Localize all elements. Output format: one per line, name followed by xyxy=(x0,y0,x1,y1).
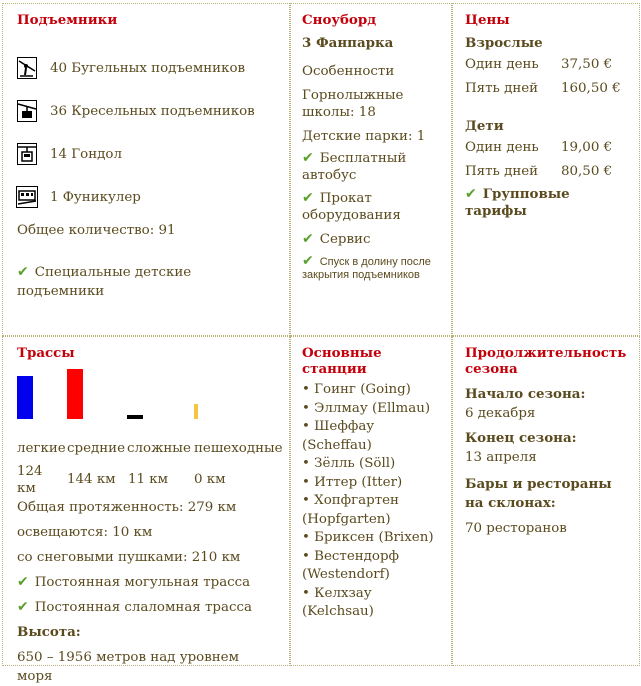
slalom-slope xyxy=(17,598,275,617)
children-title: Дети xyxy=(465,118,504,134)
funicular-icon xyxy=(17,186,37,208)
valley-descent xyxy=(302,255,445,282)
checkmark-icon: ✔ xyxy=(17,599,29,615)
station-item: • Бриксен (Brixen) xyxy=(302,530,434,545)
price-label: Пять дней xyxy=(465,81,539,96)
bars-count: 70 ресторанов xyxy=(465,521,567,536)
snowboard-cell xyxy=(290,3,452,336)
slope-bar xyxy=(17,376,33,419)
slope-km-label: 144 км xyxy=(67,472,116,487)
price-value: 160,50 € xyxy=(561,81,621,96)
slope-km xyxy=(17,463,275,497)
lift-row-drag xyxy=(17,55,275,81)
valley-descent-text: Спуск в долину после закрытия подъемников xyxy=(302,256,431,281)
kids-parks: Детские парки: 1 xyxy=(302,129,426,144)
station-item: • Келхзау (Kelchsau) xyxy=(302,585,374,619)
price-row xyxy=(465,160,625,184)
station-item: • Хопфгартен (Hopfgarten) xyxy=(302,493,399,527)
station-list xyxy=(302,381,445,622)
station-item: • Зёлль (Söll) xyxy=(302,456,396,471)
slopes-total: Общая протяженность: 279 км xyxy=(17,500,237,515)
slopes-snowmaking: со снеговыми пушками: 210 км xyxy=(17,550,241,565)
mogul-slope xyxy=(17,573,275,592)
free-bus xyxy=(302,150,445,184)
slope-km-label: 124 км xyxy=(17,464,43,496)
features: Особенности xyxy=(302,64,395,79)
rental xyxy=(302,190,445,224)
height-title: Высота: xyxy=(17,624,81,640)
slope-legend xyxy=(17,441,283,463)
price-label: Один день xyxy=(465,140,539,155)
checkmark-icon: ✔ xyxy=(302,231,314,247)
lift-row-funicular xyxy=(17,184,275,210)
station-item: • Вестендорф (Westendorf) xyxy=(302,548,400,582)
bars-title: Бары и рестораны на склонах: xyxy=(465,476,612,511)
slope-bar xyxy=(194,404,198,419)
lift-text: 36 Кресельных подъемников xyxy=(50,103,255,119)
funparks: 3 Фанпарка xyxy=(302,35,394,51)
checkmark-icon: ✔ xyxy=(302,190,314,206)
checkmark-icon: ✔ xyxy=(302,150,314,166)
checkmark-icon: ✔ xyxy=(17,264,29,280)
station-item: • Эллмау (Ellmau) xyxy=(302,400,431,416)
adults-title: Взрослые xyxy=(465,35,543,51)
season-end: 13 апреля xyxy=(465,450,537,465)
price-value: 37,50 € xyxy=(561,57,613,72)
price-row xyxy=(465,53,625,77)
lift-text: 14 Гондол xyxy=(50,146,122,162)
gondola-icon xyxy=(17,143,37,165)
lift-text: 1 Фуникулер xyxy=(50,189,141,205)
slope-legend-label: средние xyxy=(67,441,126,456)
service-text: Сервис xyxy=(319,232,371,247)
slope-bar xyxy=(127,415,143,419)
prices-title: Цены xyxy=(465,12,510,28)
price-row xyxy=(465,77,625,101)
group-rates-text: Групповые тарифы xyxy=(465,186,570,219)
slalom-slope-text: Постоянная слаломная трасса xyxy=(34,600,252,615)
slope-km-label: 11 км xyxy=(128,472,169,487)
price-label: Один день xyxy=(465,57,539,72)
slope-legend-label: легкие xyxy=(17,441,66,456)
kids-lifts xyxy=(17,263,275,301)
free-bus-text: Бесплатный автобус xyxy=(302,151,407,183)
slope-legend-label: пешеходные xyxy=(194,441,283,456)
station-item: • Гоинг (Going) xyxy=(302,382,411,397)
slopes-lit: освещаются: 10 км xyxy=(17,525,153,540)
season-start-title: Начало сезона: xyxy=(465,386,586,402)
lifts-total: Общее количество: 91 xyxy=(17,223,176,238)
season-end-title: Конец сезона: xyxy=(465,430,577,446)
ski-schools: Горнолыжные школы: 18 xyxy=(302,88,404,120)
stations-title: Основные станции xyxy=(302,345,382,377)
prices-cell xyxy=(452,3,640,336)
price-label: Пять дней xyxy=(465,164,539,179)
checkmark-icon: ✔ xyxy=(17,574,29,590)
season-title: Продолжительность сезона xyxy=(465,345,627,377)
season-start: 6 декабря xyxy=(465,406,536,421)
slopes-title: Трассы xyxy=(17,345,75,361)
lift-row-chair xyxy=(17,98,275,124)
chairlift-icon xyxy=(17,100,37,122)
slope-bars xyxy=(17,363,275,419)
slopes-cell xyxy=(2,336,290,684)
lifts-title: Подъемники xyxy=(17,12,118,28)
snowboard-title: Сноуборд xyxy=(302,12,377,28)
mogul-slope-text: Постоянная могульная трасса xyxy=(34,575,251,590)
height-range: 650 – 1956 метров над уровнем моря xyxy=(17,650,240,684)
station-item: • Шеффау (Scheffau) xyxy=(302,419,375,453)
lifts-cell xyxy=(2,3,290,336)
checkmark-icon: ✔ xyxy=(465,186,477,202)
group-rates xyxy=(465,186,625,220)
price-value: 80,50 € xyxy=(561,164,613,179)
slope-legend-label: сложные xyxy=(127,441,191,456)
lift-row-gondola xyxy=(17,141,275,167)
slope-bar xyxy=(67,369,83,419)
kids-lifts-text: Специальные детские подъемники xyxy=(17,265,192,299)
season-cell xyxy=(452,336,640,666)
lift-text: 40 Бугельных подъемников xyxy=(50,60,246,76)
price-value: 19,00 € xyxy=(561,140,613,155)
slope-km-label: 0 км xyxy=(194,472,226,487)
station-item: • Иттер (Itter) xyxy=(302,474,403,490)
checkmark-icon: ✔ xyxy=(302,253,314,269)
rental-text: Прокат оборудования xyxy=(302,191,401,223)
service xyxy=(302,230,445,249)
drag-lift-icon xyxy=(17,57,37,79)
stations-cell xyxy=(290,336,452,666)
price-row xyxy=(465,136,625,160)
